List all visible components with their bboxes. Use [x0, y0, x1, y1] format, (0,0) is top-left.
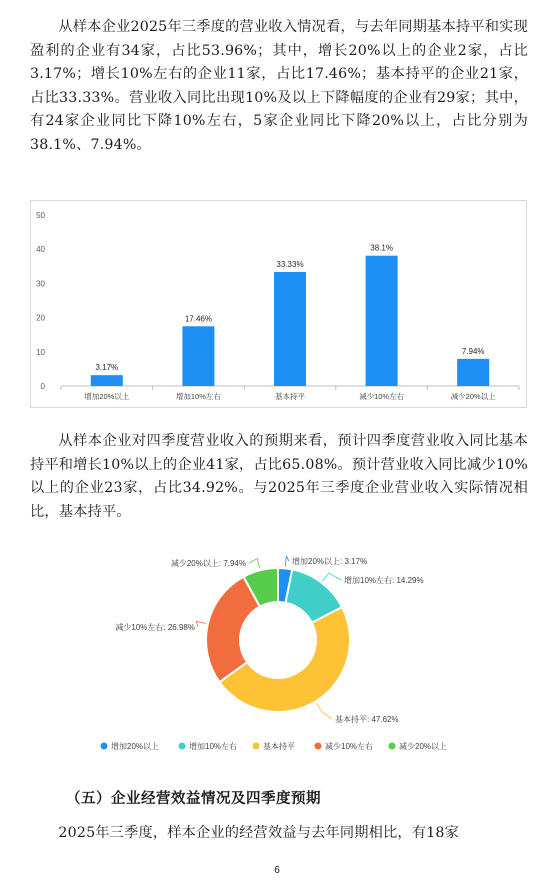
y-tick-label: 50 — [36, 211, 45, 220]
x-tick-label: 减少10%左右 — [359, 392, 405, 401]
legend-marker — [253, 743, 260, 750]
page-number: 6 — [274, 865, 280, 876]
bar-chart — [31, 201, 526, 407]
legend-label: 减少20%以上 — [399, 742, 448, 751]
leader-line — [323, 573, 341, 581]
x-tick-label: 增加10%左右 — [175, 392, 221, 401]
y-tick-label: 0 — [40, 382, 45, 391]
legend-label: 减少10%左右 — [325, 742, 374, 751]
y-tick-label: 10 — [36, 347, 45, 357]
legend-label: 增加10%左右 — [189, 742, 238, 751]
bar — [457, 359, 489, 386]
x-tick-label: 减少20%以上 — [450, 392, 496, 401]
slice-label: 减少20%以上: 7.94% — [170, 559, 246, 568]
paragraph-q3-revenue: 从样本企业2025年三季度的营业收入情况看，与去年同期基本持平和实现盈利的企业有34家，占比53.96%；其中，增长20%以上的企业2家，占比3.17%；增长10%左右的企业11家，占比17.46%；基本持平的企业21家，占比33.33%。营业收入同比出现10%及以上下降幅度的企业有29家；其中，有24家企业同比下降10%左右，5家企业同比下降20%以上，占比分别为38.1%、7.94%。 — [30, 19, 528, 153]
paragraph-q3-efficiency: 2025年三季度，样本企业的经营效益与去年同期相比，有18家 — [58, 825, 460, 841]
leader-line — [196, 621, 206, 627]
legend-label: 增加20%以上 — [111, 742, 160, 751]
bar-data-label: 33.33% — [276, 260, 304, 270]
bar — [274, 272, 306, 386]
slice-label: 减少10%左右: 26.98% — [115, 623, 195, 632]
legend-marker — [315, 743, 322, 750]
donut-chart — [0, 548, 554, 768]
bar — [366, 256, 398, 386]
y-tick-label: 30 — [36, 279, 45, 289]
bar-chart-frame — [30, 200, 527, 408]
legend-marker — [101, 743, 108, 750]
leader-line — [285, 556, 289, 566]
legend-marker — [389, 743, 396, 750]
slice-label: 基本持平: 47.62% — [335, 715, 399, 724]
bar — [91, 375, 123, 386]
x-tick-label: 增加20%以上 — [84, 392, 130, 401]
y-tick-label: 40 — [36, 245, 45, 255]
bar-data-label: 3.17% — [95, 363, 119, 373]
slice-label: 增加10%左右: 14.29% — [344, 576, 424, 585]
y-tick-label: 20 — [36, 313, 45, 323]
leader-line — [317, 703, 332, 719]
legend-marker — [179, 743, 186, 750]
slice-label: 增加20%以上: 3.17% — [292, 557, 368, 566]
bar-data-label: 38.1% — [370, 243, 393, 253]
legend-label: 基本持平 — [263, 742, 295, 751]
x-tick-label: 基本持平 — [275, 392, 305, 401]
section-heading: （五）企业经营效益情况及四季度预期 — [66, 790, 321, 807]
leader-line — [249, 559, 260, 569]
paragraph-q4-expectation: 从样本企业对四季度营业收入的预期来看，预计四季度营业收入同比基本持平和增长10%以上的企业41家，占比65.08%。预计营业收入同比减少10%以上的企业23家，占比34.92%。与2025年三季度企业营业收入实际情况相比，基本持平。 — [30, 433, 528, 520]
bar — [182, 326, 214, 386]
bar-data-label: 7.94% — [461, 346, 485, 356]
bar-data-label: 17.46% — [184, 314, 212, 324]
